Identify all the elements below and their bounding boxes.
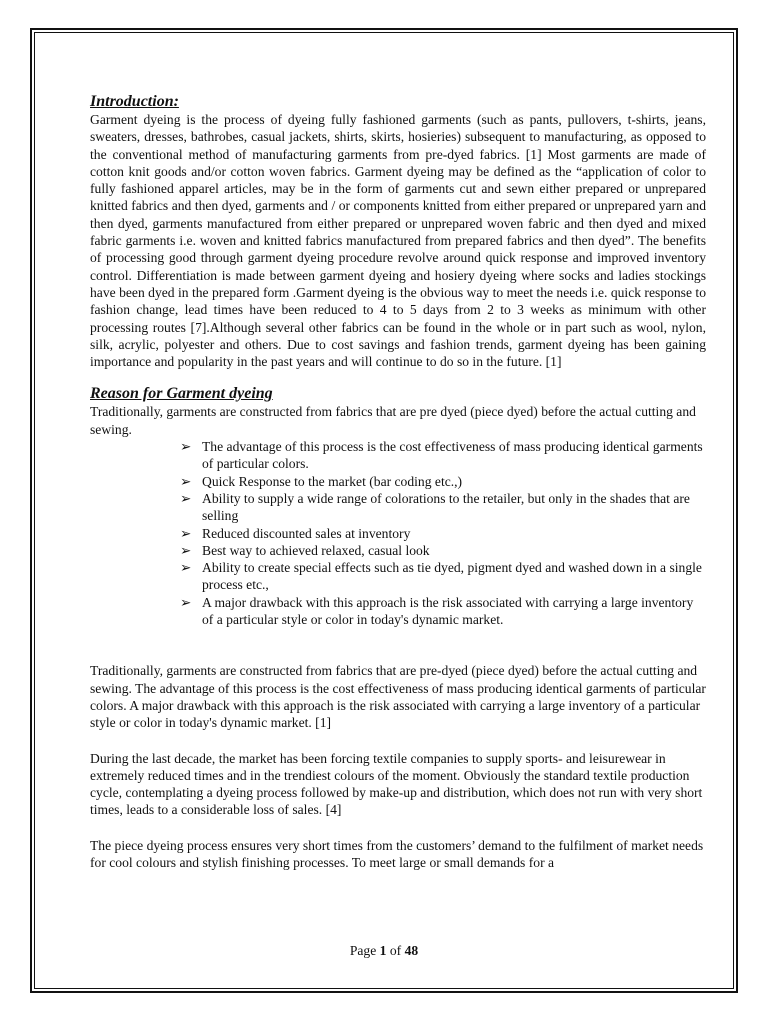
arrow-bullet-icon: ➢ bbox=[180, 490, 192, 506]
list-item-text: Ability to create special effects such as tie dyed, pigment dyed and washed down in a single process etc., bbox=[202, 560, 702, 593]
list-item bbox=[180, 594, 706, 629]
arrow-bullet-icon: ➢ bbox=[180, 525, 192, 541]
list-item bbox=[180, 490, 706, 525]
list-item bbox=[180, 525, 706, 542]
reason-bullet-list bbox=[90, 438, 706, 628]
list-item bbox=[180, 438, 706, 473]
arrow-bullet-icon: ➢ bbox=[180, 594, 192, 610]
list-item-text: The advantage of this process is the cost effectiveness of mass producing identical garments of particular colors. bbox=[202, 439, 703, 472]
page-footer bbox=[0, 943, 768, 959]
list-item bbox=[180, 559, 706, 594]
of-word: of bbox=[389, 943, 402, 958]
page-content bbox=[90, 92, 706, 871]
page-total: 48 bbox=[404, 943, 419, 958]
arrow-bullet-icon: ➢ bbox=[180, 473, 192, 489]
page-number: 1 bbox=[379, 943, 387, 958]
arrow-bullet-icon: ➢ bbox=[180, 560, 192, 576]
list-item bbox=[180, 473, 706, 490]
intro-paragraph: Garment dyeing is the process of dyeing fully fashioned garments (such as pants, pullovers, t-shirts, jeans, sweaters, dresses, bathrobes, casual jackets, shirts, skirts, hosieries) subsequent to manufacturing, as opposed to the conventional method of manufacturing garments from pre-dyed fabrics. [1] Most garments are made of cotton knit goods and/or cotton woven fabrics. Garment dyeing may be defined as the “application of color to fully fashioned apparel articles, may be in the form of garments cut and sewn either prepared or unprepared knitted fabrics and then dyed, garments and / or components knitted from either prepared or unprepared yarn and then dyed, garments manufactured from either prepared or unprepared woven fabric and then dyed and mixed fabric garments i.e. woven and knitted fabrics manufactured from prepared fabrics and then dyed”. The benefits of processing good through garment dyeing procedure revolve around quick response and improved inventory control. Differentiation is made between garment dyeing and hosiery dyeing where socks and ladies stockings have been dyed in the prepared form .Garment dyeing is the obvious way to meet the needs i.e. quick response to fashion change, lead times have been reduced to 4 to 5 days from 2 to 3 weeks as minimum with other processing routes [7].Although several other fabrics can be found in the whole or in part such as wool, nylon, silk, acrylic, polyester and others. Due to cost savings and fashion trends, garment dyeing has been gaining importance and popularity in the past years and will continue to do so in the future. [1] bbox=[90, 112, 706, 370]
arrow-bullet-icon: ➢ bbox=[180, 439, 192, 455]
list-item-text: Reduced discounted sales at inventory bbox=[202, 525, 411, 541]
list-item-text: Ability to supply a wide range of colorations to the retailer, but only in the shades that are selling bbox=[202, 490, 690, 524]
page-word: Page bbox=[349, 943, 377, 958]
intro-heading: Introduction: bbox=[90, 93, 179, 110]
list-item-text: A major drawback with this approach is the risk associated with carrying a large inventory of a particular style or color in today's dynamic market. bbox=[202, 594, 694, 628]
arrow-bullet-icon: ➢ bbox=[180, 542, 192, 558]
reason-lead-paragraph: Traditionally, garments are constructed from fabrics that are pre dyed (piece dyed) before the actual cutting and sewing. bbox=[90, 404, 696, 437]
body-paragraph-market: During the last decade, the market has been forcing textile companies to supply sports- and leisurewear in extremely reduced times and in the trendiest colours of the moment. Obviously the standard textile production cycle, contemplating a dyeing process followed by make-up and distribution, which does not run with very short times, leads to a considerable loss of sales. [4] bbox=[90, 750, 703, 818]
body-paragraph-piece-dyed: Traditionally, garments are constructed from fabrics that are pre-dyed (piece dyed) before the actual cutting and sewing. The advantage of this process is the cost effectiveness of mass producing identical garments of particular colors. A major drawback with this approach is the risk associated with carrying a large inventory of a particular style or color in today's dynamic market. [1] bbox=[90, 663, 706, 731]
reason-heading: Reason for Garment dyeing bbox=[90, 385, 273, 403]
list-item bbox=[180, 542, 706, 559]
body-paragraph-piece-dyeing: The piece dyeing process ensures very short times from the customers’ demand to the fulfilment of market needs for cool colours and stylish finishing processes. To meet large or small demands for a bbox=[90, 837, 704, 870]
list-item-text: Quick Response to the market (bar coding etc.,) bbox=[202, 473, 463, 489]
list-item-text: Best way to achieved relaxed, casual look bbox=[202, 542, 430, 558]
